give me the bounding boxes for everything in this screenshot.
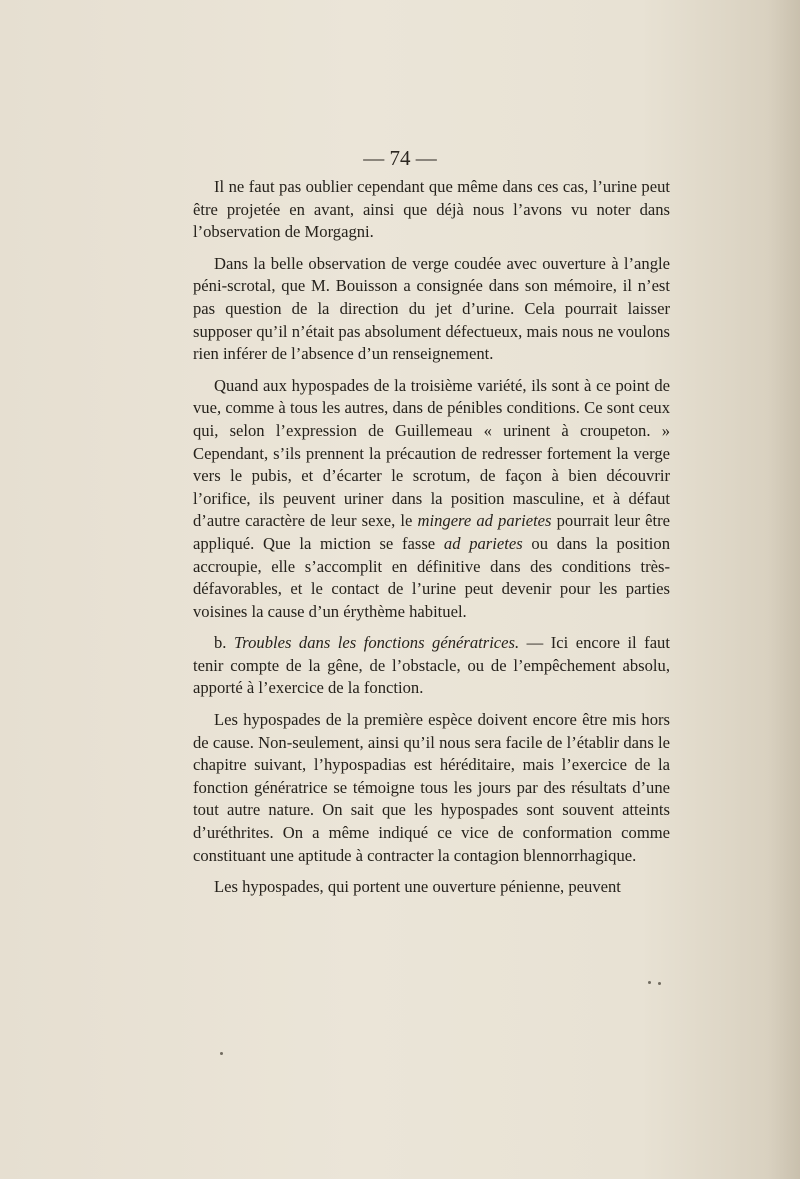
ink-speck <box>648 981 651 984</box>
section-heading: Troubles dans les fonctions génératrices. <box>233 633 520 653</box>
latin-phrase-2: ad parietes <box>443 533 523 553</box>
page-number: — 74 — <box>363 146 437 170</box>
paragraph-4-text: — Ici encore il faut tenir compte de la gêne, de l’obstacle, ou de l’empêchement absolu, apporté à l’exercice de la fonction. <box>193 633 670 698</box>
section-label: b. <box>214 633 227 653</box>
paragraph-4 <box>193 632 670 700</box>
paragraph-6: Les hypospades, qui portent une ouverture pénienne, peuvent <box>214 877 621 897</box>
ink-speck <box>658 982 661 985</box>
paragraph-1: Il ne faut pas oublier cependant que même dans ces cas, l’urine peut être projetée en avant, ainsi que déjà nous l’avons vu noter dans l’observation de Morgagni. <box>193 177 670 242</box>
paragraph-3-part-c: ou dans la position accroupie, elle s’accomplit en définitive dans des conditions très-défavorables, et le contact de l’urine peut devenir pour les parties voisines la cause d’un érythème habituel. <box>193 533 670 621</box>
paragraph-3-part-a: Quand aux hypospades de la troisième variété, ils sont à ce point de vue, comme à tous les autres, dans de pénibles conditions. Ce sont ceux qui, selon l’expression de Guillemeau « urinent à croupeton. » Cependant, s’ils prennent la précaution de redresser fortement la verge vers le pubis, et d’écarter le scrotum, de façon à bien découvrir l’orifice, ils peuvent uriner dans la position masculine, et à défaut d’autre caractère de leur sexe, le <box>193 375 670 531</box>
ink-speck <box>220 1052 223 1055</box>
body-text <box>193 176 670 899</box>
latin-phrase-1: mingere ad parietes <box>417 511 552 531</box>
paragraph-3 <box>193 375 670 624</box>
paragraph-3-part-b: pourrait leur être appliqué. Que la miction se fasse <box>193 511 671 553</box>
paragraph-5: Les hypospades de la première espèce doivent encore être mis hors de cause. Non-seulement, ainsi qu’il nous sera facile de l’établir dans le chapitre suivant, l’hypospadias est héréditaire, mais l’exercice de la fonction génératrice se témoigne tous les jours par des résultats d’une tout autre nature. On sait que les hypospades sont souvent atteints d’uréthrites. On a même indiqué ce vice de conformation comme constituant une aptitude à contracter la contagion blennorrhagique. <box>193 710 670 865</box>
paragraph-2: Dans la belle observation de verge coudée avec ouverture à l’angle péni-scrotal, que M. Bouisson a consignée dans son mémoire, il n’est pas question de la direction du jet d’urine. Cela pourrait laisser supposer qu’il n’était pas absolument défectueux, mais nous ne voulons rien inférer de l’absence d’un renseignement. <box>193 253 670 364</box>
